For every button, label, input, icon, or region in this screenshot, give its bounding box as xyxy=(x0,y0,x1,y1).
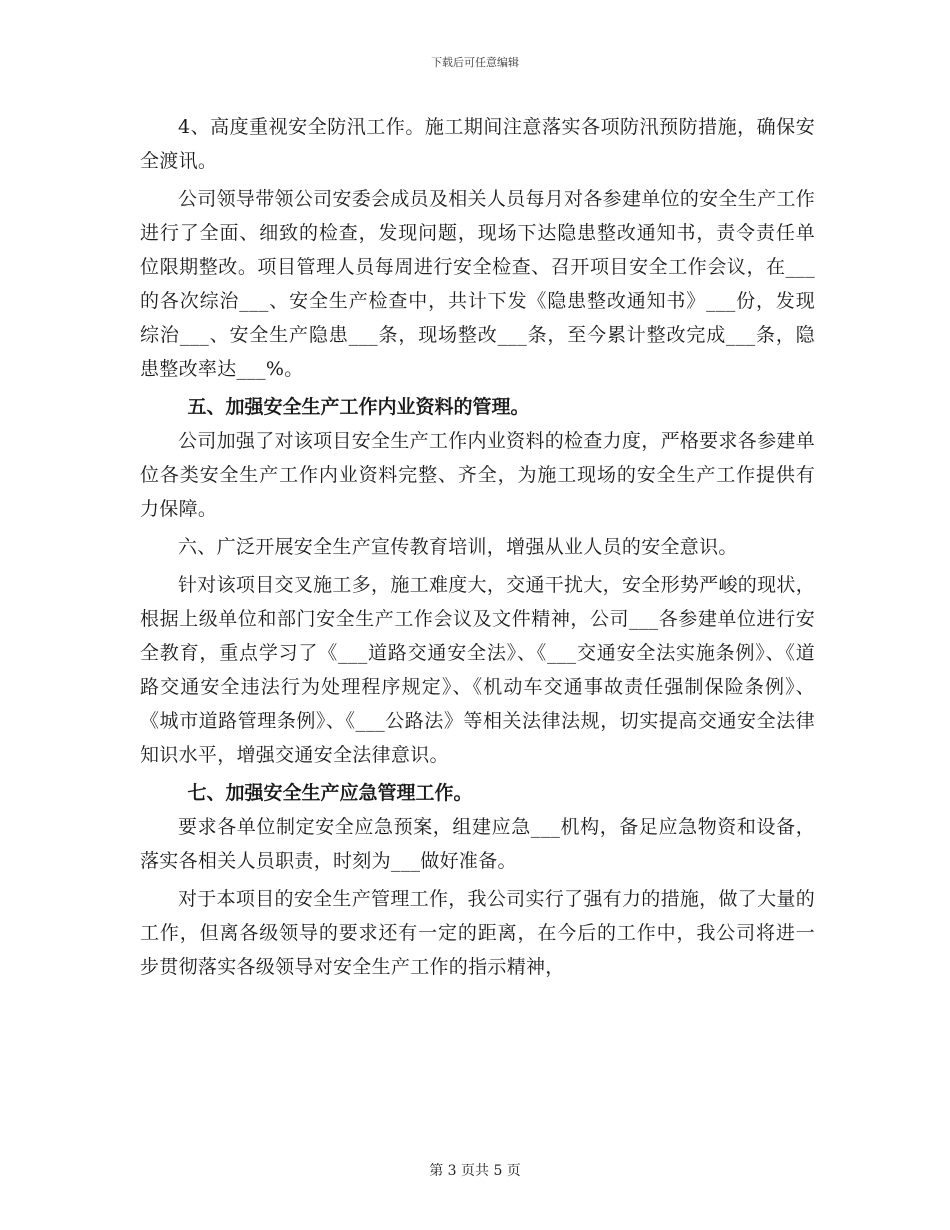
paragraph-inspection: 公司领导带领公司安委会成员及相关人员每月对各参建单位的安全生产工作进行了全面、细致的检查，发现问题，现场下达隐患整改通知书，责令责任单位限期整改。项目管理人员每周进行安全检查、召开项目安全工作会议，在___的各次综治___、安全生产检查中，共计下发《隐患整改通知书》___份，发现综治___、安全生产隐患___条，现场整改___条，至今累计整改完成___条，隐患整改率达___%。 xyxy=(140,188,815,380)
paragraph-conclusion: 对于本项目的安全生产管理工作，我公司实行了强有力的措施，做了大量的工作，但离各级领导的要求还有一定的距离，在今后的工作中，我公司将进一步贯彻落实各级领导对安全生产工作的指示精神， xyxy=(140,888,815,978)
page-footer: 第 3 页共 5 页 xyxy=(429,1163,521,1179)
paragraph-traffic-education: 针对该项目交叉施工多，施工难度大，交通干扰大，安全形势严峻的现状，根据上级单位和部门安全生产工作会议及文件精神，公司___各参建单位进行安全教育，重点学习了《___道路交通安全法》、《___交通安全法实施条例》、《道路交通安全违法行为处理程序规定》、《机动车交通事故责任强制保险条例》、《城市道路管理条例》、《___公路法》等相关法律法规，切实提高交通安全法律知识水平，增强交通安全法律意识。 xyxy=(140,574,815,766)
page-header: 下载后可任意编辑 xyxy=(431,56,519,69)
paragraph-flood-prevention: 4、高度重视安全防汛工作。施工期间注意落实各项防汛预防措施，确保安全渡讯。 xyxy=(140,116,815,172)
section-heading-5: 五、加强安全生产工作内业资料的管理。 xyxy=(187,396,530,418)
document-body xyxy=(140,110,815,984)
paragraph-emergency-plan: 要求各单位制定安全应急预案，组建应急___机构，备足应急物资和设备，落实各相关人员职责，时刻为___做好准备。 xyxy=(140,816,815,872)
paragraph-internal-records: 公司加强了对该项目安全生产工作内业资料的检查力度，严格要求各参建单位各类安全生产工作内业资料完整、齐全，为施工现场的安全生产工作提供有力保障。 xyxy=(140,430,815,520)
paragraph-section-6: 六、广泛开展安全生产宣传教育培训，增强从业人员的安全意识。 xyxy=(178,536,738,558)
section-heading-7: 七、加强安全生产应急管理工作。 xyxy=(187,782,473,804)
